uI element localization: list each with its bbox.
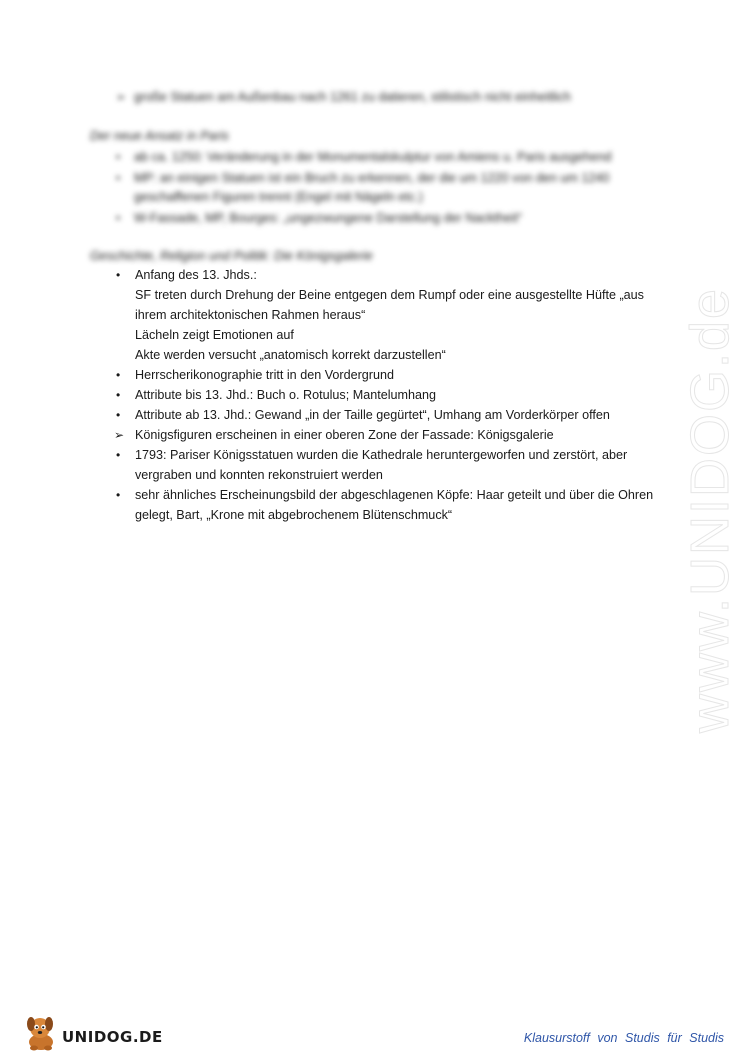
list-item-text: 1793: Pariser Königsstatuen wurden die Kathedrale heruntergeworfen und zerstört, aber	[135, 448, 628, 462]
list-item-text: Königsfiguren erscheinen in einer oberen Zone der Fassade: Königsgalerie	[135, 428, 554, 442]
blurred-list-item: MP: an einigen Statuen ist ein Bruch zu erkennen, der die um 1220 von den um 1240	[134, 171, 610, 185]
bullet-icon: •	[116, 268, 121, 282]
list-item-text: Anfang des 13. Jhds.:	[135, 268, 257, 282]
list-item-text: Lächeln zeigt Emotionen auf	[135, 328, 294, 342]
blurred-list-item: W-Fassade, MP, Bourges: „ungezwungene Darstellung der Nacktheit“	[134, 211, 523, 225]
bullet-icon: •	[116, 488, 121, 502]
list-item-text: Attribute ab 13. Jhd.: Gewand „in der Taille gegürtet“, Umhang am Vorderkörper offen	[135, 408, 610, 422]
bullet-icon: •	[116, 408, 121, 422]
unidog-logo[interactable]	[22, 1010, 163, 1052]
blurred-heading: Der neue Ansatz in Paris	[90, 129, 229, 143]
list-item-text: Attribute bis 13. Jhd.: Buch o. Rotulus; Mantelumhang	[135, 388, 437, 402]
list-item-text: sehr ähnliches Erscheinungsbild der abgeschlagenen Köpfe: Haar geteilt und über die Ohren	[135, 488, 654, 502]
bullet-icon: •	[116, 150, 121, 164]
blurred-list-item: ab ca. 1250: Veränderung in der Monumentalskulptur von Amiens u. Paris ausgehend	[134, 150, 612, 164]
bullet-icon: •	[116, 388, 121, 402]
list-item-text: SF treten durch Drehung der Beine entgegen dem Rumpf oder eine ausgestellte Hüfte „aus	[135, 288, 644, 302]
bullet-icon: •	[116, 448, 121, 462]
dog-mascot-icon	[22, 1010, 60, 1052]
blurred-heading: Geschichte, Religion und Politik: Die Königsgalerie	[90, 249, 373, 263]
watermark	[640, 280, 750, 740]
blurred-list-item-continuation: geschaffenen Figuren trennt (Engel mit Nägeln etc.)	[134, 190, 423, 204]
list-item-text: gelegt, Bart, „Krone mit abgebrochenem Blütenschmuck“	[135, 508, 453, 522]
footer-tagline: Klausurstoff von Studis für Studis	[523, 1031, 724, 1045]
watermark-text: www.UNIDOG.de	[680, 286, 740, 734]
list-item-text: Akte werden versucht „anatomisch korrekt darzustellen“	[135, 348, 446, 362]
arrow-bullet-icon: ➢	[116, 90, 127, 104]
blurred-line: große Statuen am Außenbau nach 1261 zu datieren, stilistisch nicht einheitlich	[134, 90, 571, 104]
arrow-bullet-icon: ➢	[114, 428, 125, 442]
list-item-text: vergraben und konnten rekonstruiert werden	[135, 468, 383, 482]
bullet-icon: •	[116, 368, 121, 382]
logo-text: UNIDOG.DE	[62, 1028, 163, 1046]
list-item-text: ihrem architektonischen Rahmen heraus“	[135, 308, 366, 322]
bullet-icon: •	[116, 211, 121, 225]
list-item-text: Herrscherikonographie tritt in den Vordergrund	[135, 368, 395, 382]
bullet-icon: •	[116, 171, 121, 185]
